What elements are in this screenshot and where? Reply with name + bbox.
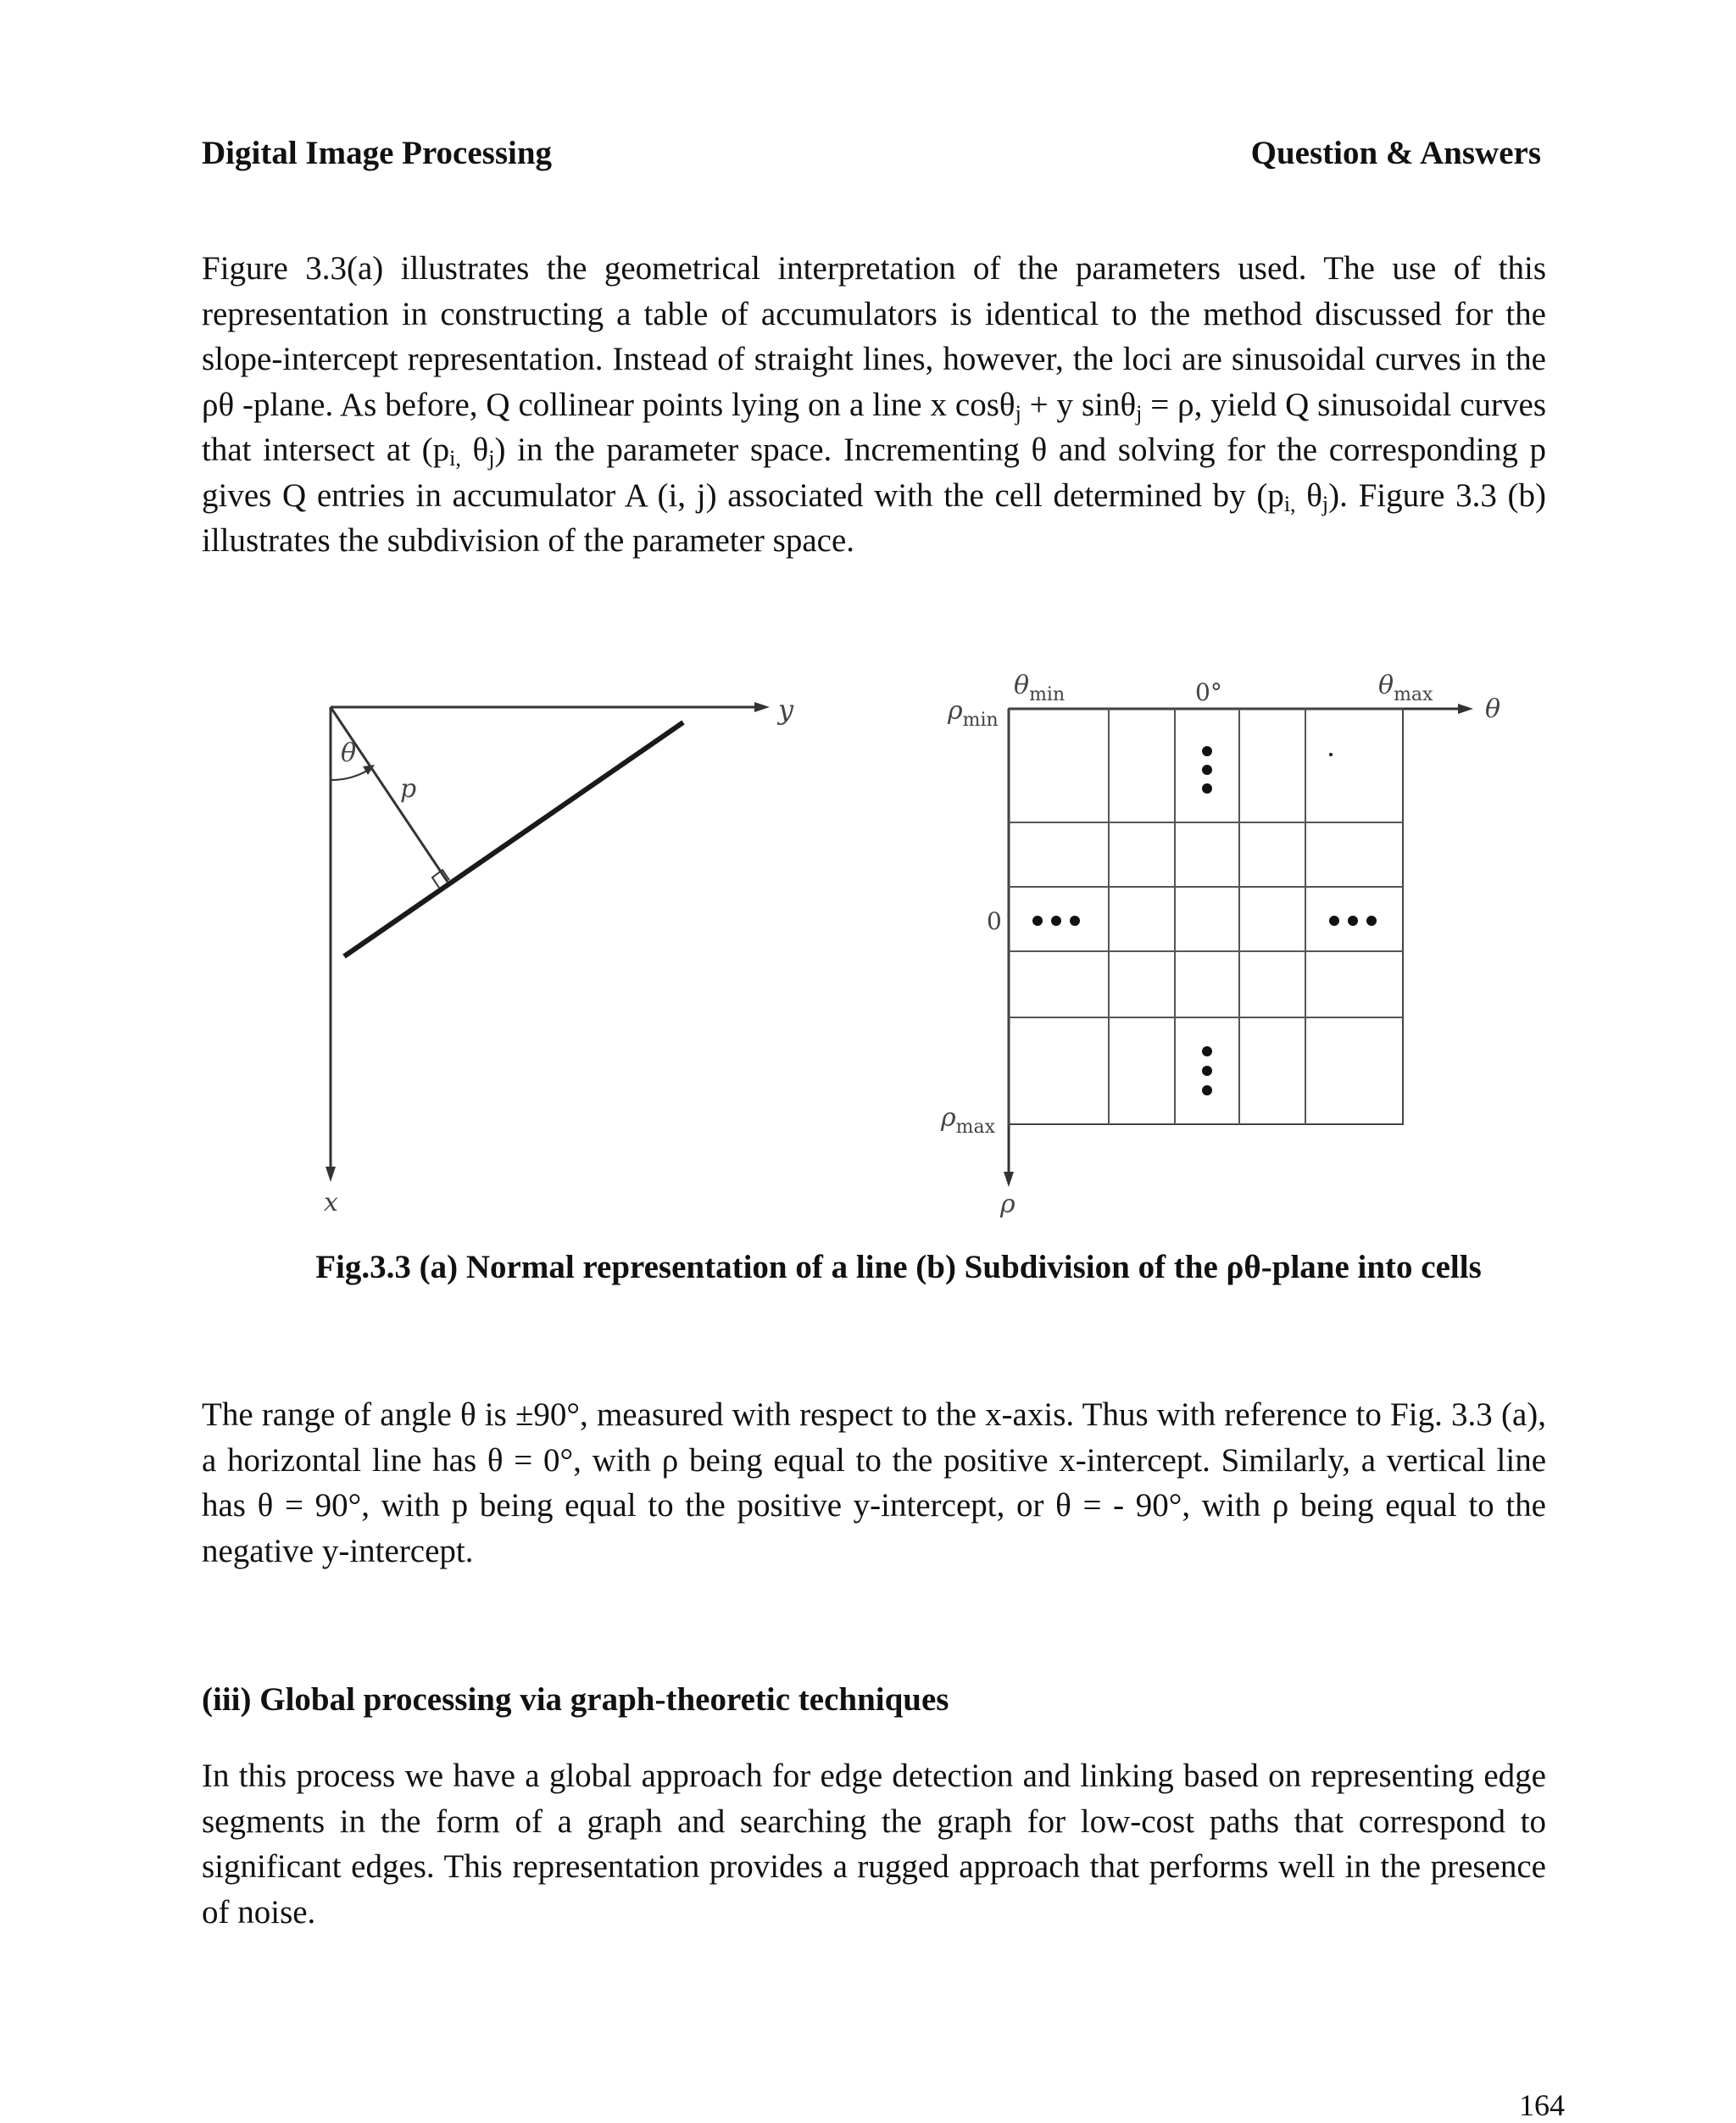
straight-line bbox=[344, 722, 683, 956]
figure-3-3 bbox=[305, 661, 1509, 1221]
dot bbox=[1366, 916, 1377, 926]
stray-dot bbox=[1329, 753, 1333, 756]
zero-rho-label: 0 bbox=[987, 907, 1002, 935]
x-axis-label: x bbox=[324, 1188, 338, 1218]
y-axis-arrowhead bbox=[754, 702, 770, 712]
theta-axis-arrowhead bbox=[1458, 704, 1473, 714]
figure-caption: Fig.3.3 (a) Normal representation of a line (b) Subdivision of the ρθ-plane into cells bbox=[315, 1249, 1482, 1285]
rho-axis-arrowhead bbox=[1004, 1172, 1014, 1187]
ellipsis-dots bbox=[1032, 746, 1377, 1095]
figure-b-accumulator-grid bbox=[940, 671, 1500, 1219]
dot bbox=[1070, 916, 1080, 926]
x-axis-arrowhead bbox=[326, 1167, 336, 1182]
dot bbox=[1202, 1046, 1212, 1056]
dot bbox=[1202, 746, 1212, 756]
dot bbox=[1051, 916, 1061, 926]
y-axis-label: y bbox=[778, 694, 794, 726]
figure-a-normal-line bbox=[324, 694, 794, 1218]
rho-normal-segment bbox=[331, 707, 448, 882]
theta-label: θ bbox=[341, 738, 357, 768]
theta-max-label: $\theta_{max}$ bbox=[1378, 671, 1433, 705]
rho-min-label: $\rho_{min}$ bbox=[948, 696, 999, 731]
page-number: 164 bbox=[1519, 2088, 1565, 2122]
section-heading: (iii) Global processing via graph-theoretic techniques bbox=[202, 1681, 949, 1718]
dot bbox=[1202, 765, 1212, 775]
paragraph-graph-approach: In this process we have a global approach for edge detection and linking based on representing edge segments in the form of a graph and searching the graph for low-cost paths that correspond to significant edges. This representation provides a rugged approach that performs well in the presence of noise. bbox=[202, 1758, 1546, 1931]
dot bbox=[1202, 1085, 1212, 1095]
rho-label: p bbox=[400, 774, 417, 804]
dot bbox=[1202, 783, 1212, 794]
dot bbox=[1329, 916, 1339, 926]
header-section: Question & Answers bbox=[1250, 135, 1541, 171]
dot bbox=[1032, 916, 1043, 926]
theta-axis-label: θ bbox=[1485, 694, 1501, 724]
header-title: Digital Image Processing bbox=[202, 135, 553, 171]
paragraph-figure-description: Figure 3.3(a) illustrates the geometrical interpretation of the parameters used. The use of this representation in constructing a table of accumulators is identical to the method discussed for the slope-intercept representation. Instead of straight lines, however, the loci are sinusoidal curves in the ρθ -plane. As before, Q collinear points lying on a line x cosθ$_j$ + y sinθ$_j$ = ρ, yield Q sinusoidal curves that intersect at ($p_{i,}$ $\theta_j$) in the parameter space. Incrementing θ and solving for the corresponding p gives Q entries in accumulator A (i, j) associated with the cell determined by ($p_{i,}$ $\theta_j$). Figure 3.3 (b) illustrates the subdivision of the parameter space. bbox=[202, 250, 1546, 559]
rho-max-label: $\rho_{max}$ bbox=[941, 1103, 996, 1138]
paragraph-theta-range: The range of angle θ is ±90°, measured with respect to the x-axis. Thus with reference to Fig. 3.3 (a), a horizontal line has θ = 0°, with ρ being equal to the positive x-intercept. Similarly, a vertical line has θ = 90°, with p being equal to the positive y-intercept, or θ = - 90°, with ρ being equal to the negative y-intercept. bbox=[202, 1396, 1546, 1569]
dot bbox=[1348, 916, 1358, 926]
theta-min-label: $\theta_{min}$ bbox=[1014, 671, 1066, 705]
zero-degree-label: 0° bbox=[1195, 678, 1222, 706]
dot bbox=[1202, 1066, 1212, 1076]
rho-axis-label: ρ bbox=[1000, 1190, 1015, 1219]
